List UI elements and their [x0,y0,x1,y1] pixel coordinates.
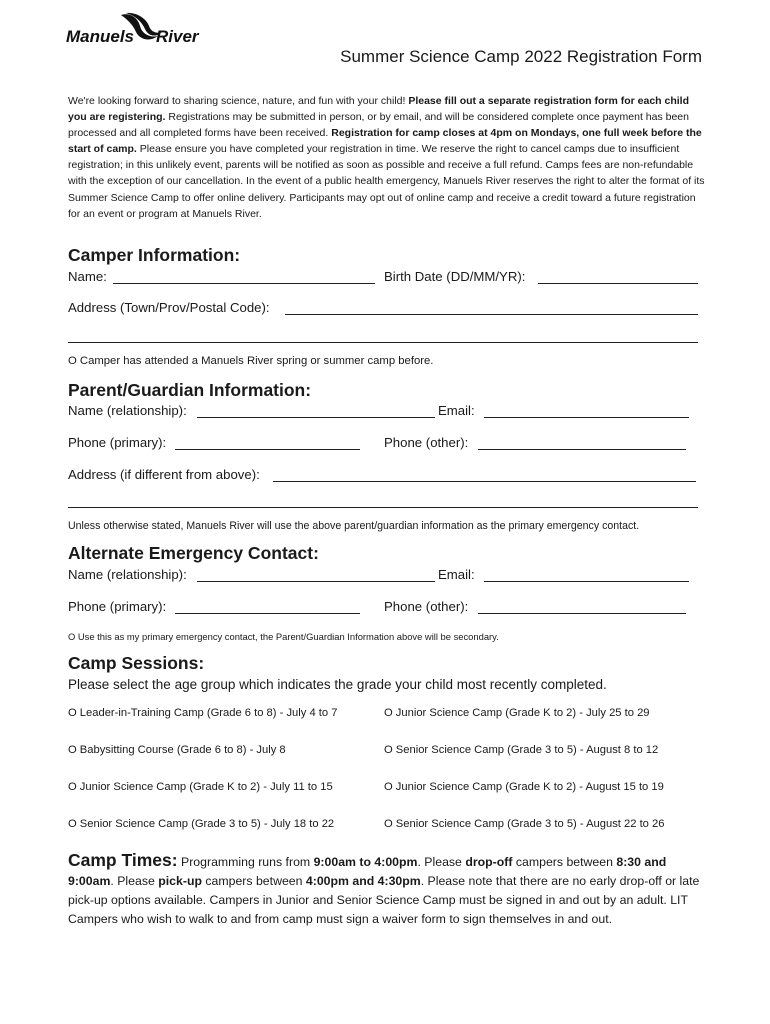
camp-times-heading: Camp Times: [68,850,178,870]
times-bold: pick-up [158,874,202,888]
intro-paragraph [68,93,708,222]
session-option[interactable]: O Junior Science Camp (Grade K to 2) - July 11 to 15 [68,781,333,793]
intro-bold-2: Registration for camp closes at 4pm on Mondays, one full week before the start of camp. [68,127,702,156]
times-bold: 4:00pm and 4:30pm [305,874,421,888]
form-title: Summer Science Camp 2022 Registration Form [340,47,702,66]
parent-phone-primary-label: Phone (primary): [68,435,167,450]
parent-email-field[interactable] [484,417,689,418]
times-text: campers between [512,855,617,869]
camper-attended-option[interactable]: O Camper has attended a Manuels River spring or summer camp before. [68,355,434,367]
sessions-instruction: Please select the age group which indicates the grade your child most recently completed. [68,677,607,692]
alternate-email-field[interactable] [484,581,689,582]
times-text: . Please [417,855,466,869]
intro-text-3: Please ensure you have completed your registration in time. We reserve the right to cancel camps due to insufficient registration; in this unlikely event, parents will be notified as soon as possible and receive a full refund. Camps fees are non-refundable with the exception of our cancellation. In the event of a public health emergency, Manuels River reserves the right to alter the format of its Summer Science Camp to offer online delivery. Participants may opt out of online camp and receive a credit toward a future registration for an event or program at Manuels River. [68,143,705,220]
alternate-email-label: Email: [438,567,475,582]
camper-address-field-2[interactable] [68,342,698,343]
intro-bold-1: Please fill out a separate registration form for each child you are registering. [68,95,689,124]
camper-name-label: Name: [68,269,107,284]
intro-text-1: We're looking forward to sharing science, nature, and fun with your child! [68,95,409,107]
session-option[interactable]: O Senior Science Camp (Grade 3 to 5) - August 8 to 12 [384,744,659,756]
camper-birth-label: Birth Date (DD/MM/YR): [384,269,526,284]
parent-phone-other-label: Phone (other): [384,435,469,450]
parent-phone-other-field[interactable] [478,449,686,450]
session-option[interactable]: O Senior Science Camp (Grade 3 to 5) - July 18 to 22 [68,818,335,830]
times-text: Programming runs from [177,855,314,869]
camper-name-field[interactable] [113,283,375,284]
camp-times-paragraph [68,851,708,929]
alternate-name-label: Name (relationship): [68,567,187,582]
alternate-phone-primary-field[interactable] [175,613,360,614]
parent-note: Unless otherwise stated, Manuels River will use the above parent/guardian information as the primary emergency contact. [68,520,640,532]
logo-word-river: River [156,27,199,46]
parent-email-label: Email: [438,403,475,418]
manuels-river-logo [66,12,206,56]
times-bold: 8:30 and 9:00am [68,855,667,888]
alternate-primary-option[interactable]: O Use this as my primary emergency contact, the Parent/Guardian Information above will be secondary. [68,631,499,642]
camper-heading: Camper Information: [68,245,241,265]
camper-birth-field[interactable] [538,283,698,284]
parent-name-field[interactable] [197,417,435,418]
parent-address-label: Address (if different from above): [68,467,260,482]
session-option[interactable]: O Babysitting Course (Grade 6 to 8) - July 8 [68,744,286,756]
parent-name-label: Name (relationship): [68,403,187,418]
session-option[interactable]: O Leader-in-Training Camp (Grade 6 to 8) - July 4 to 7 [68,707,338,719]
parent-address-field[interactable] [273,481,696,482]
intro-text-2: Registrations may be submitted in person, or by email, and will be considered complete once payment has been processed and all completed forms have been received. [68,111,689,140]
times-bold: drop-off [465,855,513,869]
session-option[interactable]: O Junior Science Camp (Grade K to 2) - July 25 to 29 [384,707,650,719]
alternate-phone-other-label: Phone (other): [384,599,469,614]
alternate-heading: Alternate Emergency Contact: [68,543,319,563]
parent-address-field-2[interactable] [68,507,698,508]
parent-heading: Parent/Guardian Information: [68,380,312,400]
session-option[interactable]: O Junior Science Camp (Grade K to 2) - August 15 to 19 [384,781,664,793]
times-text: . Please note that there are no early drop-off or late pick-up options available. Campers in Junior and Senior Science Camp must be signed in and out by an adult. LIT Campers who wish to walk to and from camp must sign a waiver form to sign themselves in and out. [68,874,700,926]
camper-address-field[interactable] [285,314,698,315]
alternate-phone-other-field[interactable] [478,613,686,614]
session-option[interactable]: O Senior Science Camp (Grade 3 to 5) - August 22 to 26 [384,818,665,830]
sessions-heading: Camp Sessions: [68,653,205,673]
parent-phone-primary-field[interactable] [175,449,360,450]
times-text: campers between [201,874,306,888]
camper-address-label: Address (Town/Prov/Postal Code): [68,300,270,315]
times-bold: 9:00am to 4:00pm [313,855,418,869]
alternate-phone-primary-label: Phone (primary): [68,599,167,614]
times-text: . Please [110,874,159,888]
logo-word-manuels: Manuels [66,27,135,46]
alternate-name-field[interactable] [197,581,435,582]
